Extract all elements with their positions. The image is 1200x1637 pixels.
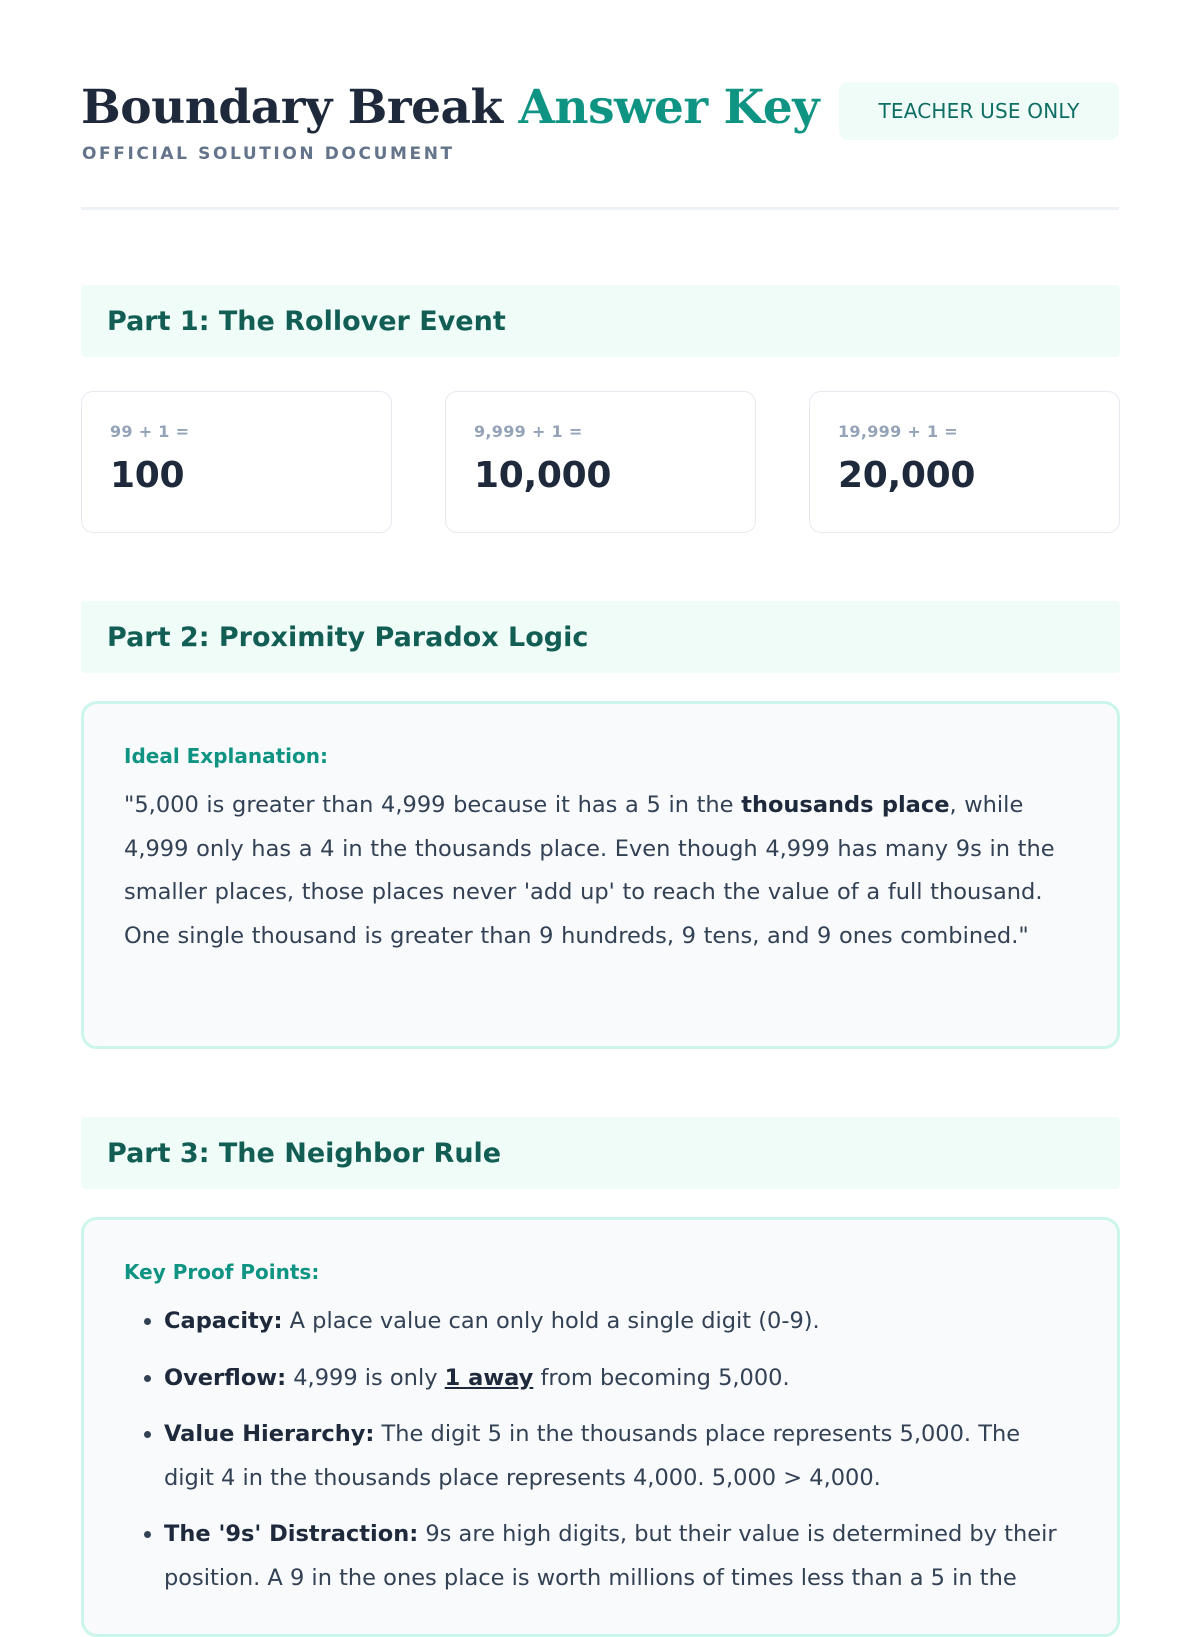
title-accent: Answer Key xyxy=(518,80,820,135)
explanation-panel xyxy=(81,701,1120,1049)
point-underline: 1 away xyxy=(444,1364,534,1391)
point-term: Overflow: xyxy=(164,1364,287,1391)
explanation-text: , while 4,999 only has a 4 in the thousands place. Even though 4,999 has many 9s in the smaller places, those places never 'add up' to reach the value of a full thousand. One single thousand is greater than 9 hundreds, 9 tens, and 9 ones combined." xyxy=(124,792,1055,949)
explanation-emphasis: thousands place xyxy=(741,792,950,818)
point-term: Value Hierarchy: xyxy=(164,1421,375,1447)
list-item xyxy=(164,1357,1077,1401)
answer-card xyxy=(809,391,1120,533)
panel-label: Ideal Explanation: xyxy=(124,744,328,768)
list-item xyxy=(164,1513,1077,1600)
part2-heading: Part 2: Proximity Paradox Logic xyxy=(81,601,1120,673)
part3-heading: Part 3: The Neighbor Rule xyxy=(81,1117,1120,1189)
subtitle: OFFICIAL SOLUTION DOCUMENT xyxy=(82,144,455,164)
page-title xyxy=(81,82,819,134)
card-answer: 100 xyxy=(110,455,185,496)
rollover-cards xyxy=(81,391,1120,533)
part1-heading: Part 1: The Rollover Event xyxy=(81,285,1120,357)
point-text: from becoming 5,000. xyxy=(533,1364,790,1391)
panel-label: Key Proof Points: xyxy=(124,1260,320,1284)
point-text: The digit 5 in the thousands place represents 5,000. The digit 4 in the thousands place represents 4,000. 5,000 > 4,000. xyxy=(164,1421,1021,1491)
proof-points-panel xyxy=(81,1217,1120,1637)
teacher-only-badge: TEACHER USE ONLY xyxy=(839,82,1119,140)
card-answer: 10,000 xyxy=(474,455,612,496)
title-main: Boundary Break xyxy=(81,80,503,135)
point-term: The '9s' Distraction: xyxy=(164,1521,419,1547)
ideal-explanation xyxy=(124,784,1077,958)
proof-points-list xyxy=(124,1300,1077,1600)
point-text: A place value can only hold a single digit (0-9). xyxy=(282,1308,820,1334)
card-expression: 19,999 + 1 = xyxy=(838,422,958,441)
point-term: Capacity: xyxy=(164,1308,283,1334)
card-answer: 20,000 xyxy=(838,455,976,496)
document-header xyxy=(81,0,1119,210)
card-expression: 9,999 + 1 = xyxy=(474,422,583,441)
answer-card xyxy=(81,391,392,533)
list-item xyxy=(164,1413,1077,1500)
point-text: 9s are high digits, but their value is determined by their position. A 9 in the ones place is worth millions of times less than a 5 in the xyxy=(164,1521,1057,1591)
point-text: 4,999 is only xyxy=(286,1364,445,1391)
card-expression: 99 + 1 = xyxy=(110,422,190,441)
answer-card xyxy=(445,391,756,533)
explanation-text: "5,000 is greater than 4,999 because it has a 5 in the xyxy=(124,792,742,818)
list-item xyxy=(164,1300,1077,1344)
